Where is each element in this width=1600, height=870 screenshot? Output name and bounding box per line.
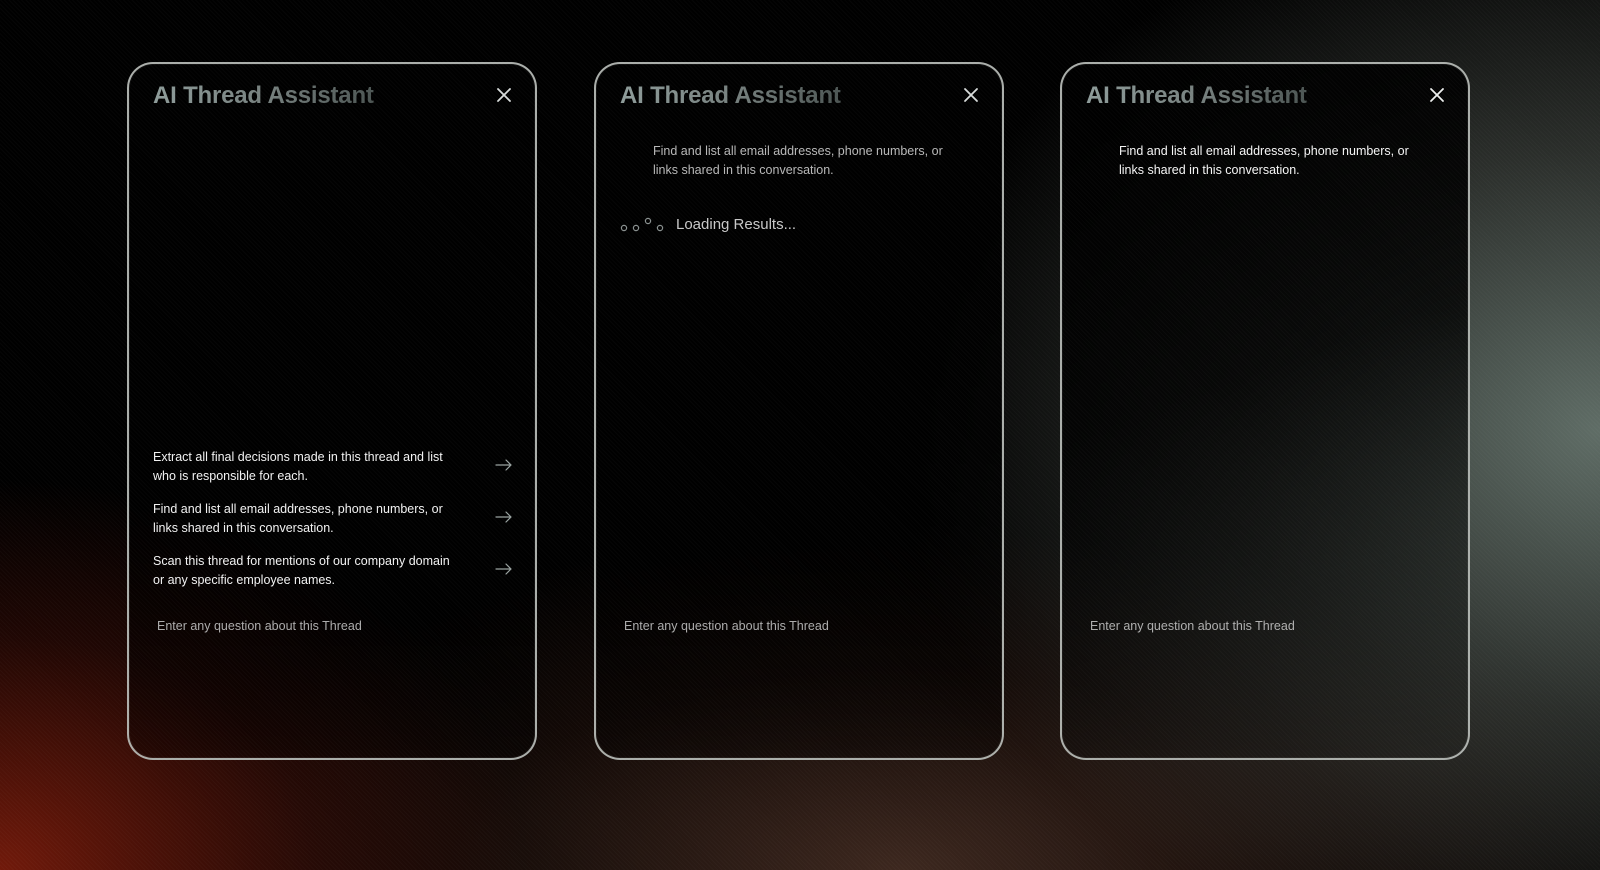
question-input[interactable] bbox=[157, 619, 497, 633]
suggestion-list bbox=[153, 446, 513, 602]
suggestion-item-decisions[interactable] bbox=[153, 446, 513, 498]
suggestion-label: Find and list all email addresses, phone numbers, or links shared in this conversation. bbox=[153, 502, 443, 535]
close-button[interactable] bbox=[1428, 86, 1446, 104]
suggestion-label: Scan this thread for mentions of our company domain or any specific employee names. bbox=[153, 554, 450, 587]
question-input[interactable] bbox=[624, 619, 964, 633]
user-query: Find and list all email addresses, phone numbers, or links shared in this conversation. bbox=[653, 144, 943, 177]
close-icon bbox=[495, 86, 513, 104]
user-query: Find and list all email addresses, phone numbers, or links shared in this conversation. bbox=[1119, 144, 1409, 177]
suggestion-label: Extract all final decisions made in this thread and list who is responsible for each. bbox=[153, 450, 443, 483]
arrow-right-icon[interactable] bbox=[495, 458, 513, 472]
arrow-right-icon[interactable] bbox=[495, 510, 513, 524]
loading-text: Loading Results... bbox=[676, 216, 797, 233]
close-icon bbox=[1428, 86, 1446, 104]
suggestion-item-mentions[interactable] bbox=[153, 550, 513, 602]
assistant-panel-suggestions bbox=[127, 62, 537, 760]
suggestion-item-contacts[interactable] bbox=[153, 498, 513, 550]
panel-title: AI Thread Assistant bbox=[1086, 82, 1307, 109]
panel-title: AI Thread Assistant bbox=[620, 82, 841, 109]
close-icon bbox=[962, 86, 980, 104]
question-input[interactable] bbox=[1090, 619, 1430, 633]
assistant-panel-result bbox=[1060, 62, 1470, 760]
close-button[interactable] bbox=[495, 86, 513, 104]
panel-title: AI Thread Assistant bbox=[153, 82, 374, 109]
close-button[interactable] bbox=[962, 86, 980, 104]
loading-dots-icon bbox=[620, 216, 668, 236]
arrow-right-icon[interactable] bbox=[495, 562, 513, 576]
assistant-panel-loading bbox=[594, 62, 1004, 760]
